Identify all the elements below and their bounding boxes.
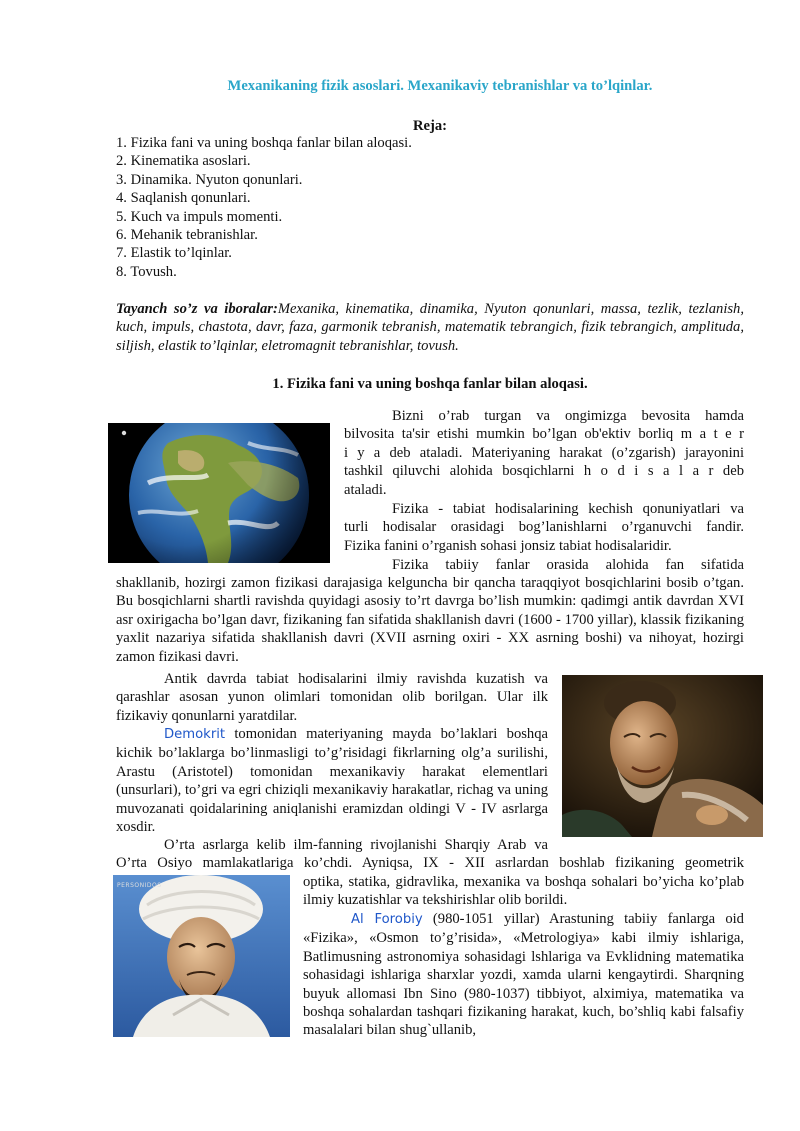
- al-farabi-link[interactable]: Al Forobiy: [351, 912, 423, 927]
- paragraph-demokrit: [116, 725, 548, 836]
- text-line: Fizika fanini o’rganish sohasi jonsiz tabiat hodisalaridir.: [344, 537, 672, 554]
- text-paragraph: Antik davrda tabiat hodisalarini ilmiy ravishda kuzatish va qarashlar asosan yunon olimlari tomonidan olib borilgan. Ular ilk fizikaviy qonunlarni yaratdilar.: [116, 671, 548, 724]
- democritus-image: [562, 675, 763, 837]
- plan-item: 7. Elastik to’lqinlar.: [116, 245, 232, 262]
- paragraph-first-line: Fizika tabiiy fanlar orasida alohida fan sifatida: [392, 557, 744, 573]
- document-title: Mexanikaning fizik asoslari. Mexanikaviy tebranishlar va to’lqinlar.: [227, 78, 653, 94]
- text-line: i y a deb ataladi. Materiyaning harakat (o’zgarish) jarayonini: [344, 444, 744, 461]
- plan-heading: Reja:: [412, 118, 448, 134]
- plan-item: 8. Tovush.: [116, 263, 177, 280]
- paragraph-first-line: O’rta asrlarga kelib ilm-fanning rivojlanishi Sharqiy Arab va: [164, 837, 548, 853]
- paragraph-forobiy: [303, 910, 744, 1040]
- paragraph-materiya: [344, 407, 744, 499]
- text-line: Bizni o’rab turgan va ongimizga bevosita hamda: [392, 408, 744, 424]
- section-title: 1. Fizika fani va uning boshqa fanlar bilan aloqasi.: [272, 376, 588, 392]
- al-farabi-portrait-icon: [113, 875, 290, 1037]
- earth-image: [108, 423, 330, 563]
- paragraph-orta-asr: optika, statika, gidravlika, mexanika va boshqa sohalari bo’yicha ko’plab ilmiy kuzatishlar va tekshirishlar olib borildi.: [303, 874, 744, 909]
- plan-item: 4. Saqlanish qonunlari.: [116, 190, 251, 207]
- democritus-portrait-icon: [562, 675, 763, 837]
- text-paragraph: tomonidan materiyaning mayda bo’laklari boshqa kichik bo’laklarga bo’linmasligi to’g’risidagi fikrlarning olg’a surilishi, Arastu (Aristotel) tomonidan mexanikaviy harakat elementlari (unsurlari), to’gri va egri chiziqli mexanikaviy harakatlar, richag va uning muvozanati qoidalarining aniqlanishi eramizdan oldingi V - IV asrlarga xosdir.: [116, 726, 548, 836]
- paragraph-fizika-definition: [344, 500, 744, 555]
- plan-list: [116, 134, 744, 281]
- plan-item: 6. Mehanik tebranishlar.: [116, 227, 258, 244]
- plan-item: 5. Kuch va impuls momenti.: [116, 208, 283, 225]
- text-line: Fizika - tabiat hodisalarining kechish qonuniyatlari va: [392, 501, 744, 517]
- text-line: tashkil qiluvchi alohida bosqichlarni h o d i s a l a r deb: [344, 463, 744, 480]
- keywords-text: Mexanika, kinematika, dinamika, Nyuton qonunlari, massa, tezlik, tezlanish, kuch, impuls, chastota, davr, faza, garmonik tebranish, matematik tebrangich, fizik tebrangich, amplituda, siljish, elastik to’lqinlar, eletromagnit tebranishlar, tovush.: [116, 301, 745, 354]
- paragraph-line: O’rta Osiyo mamlakatlariga ko’chdi. Ayniqsa, IX - XII asrlardan boshlab fizikaning geometrik: [116, 855, 744, 871]
- plan-item: 2. Kinematika asoslari.: [116, 153, 251, 170]
- earth-globe-icon: [108, 423, 330, 563]
- paragraph-history-periods: shakllanib, hozirgi zamon fizikasi darajasiga kelguncha bir qancha taraqqiyot bosqichlarini bosib o’tgan. Bu bosqichlarni shartli ravishda quyidagi asosiy to’rt davrga bo’lish mumkin: qadimgi antik davrdan XVI asr oxirigacha bo’lgan davr, fizikaning fan sifatida shakllanish davri (1600 - 1700 yillar), klassik fizikaning yaxlit nazariya sifatida shakllanish davri (XVII asrning oxiri - XX asrning boshi) va nihoyat, hozirgi zamon fizikasi davri.: [116, 575, 744, 665]
- text-line: bilvosita ta'sir etishi mumkin bo’lgan ob'ektiv borliq m a t e r: [344, 426, 744, 443]
- paragraph-antik: [116, 670, 548, 725]
- keywords-label: Tayanch so’z va iboralar:: [116, 301, 278, 317]
- democritus-link[interactable]: Demokrit: [164, 727, 226, 742]
- image-watermark: PERSONIDOS: [117, 882, 162, 889]
- keywords-paragraph: [116, 300, 744, 355]
- plan-item: 1. Fizika fani va uning boshqa fanlar bilan aloqasi.: [116, 135, 412, 151]
- farabi-image: [113, 875, 290, 1037]
- text-line: ataladi.: [344, 481, 387, 498]
- text-line: turli hodisalar orasidagi bog’lanishlarni o’rganuvchi fandir.: [344, 519, 744, 536]
- text-paragraph: (980-1051 yillar) Arastuning tabiiy fanlarga oid «Fizika», «Osmon to’g’risida», «Metrologiya» kabi ilmiy ishlariga, Batlimusning astronomiya sohasidagi lshlariga va Evklidning matematika sohasidagi ishlariga sharxlar yozdi, xamda ularni kengaytirdi. Sharqning buyuk allomasi Ibn Sino (980-1037) tibbiyot, alximiya, matematika va boshqa sohalardan tashqari fizikaning harakat, kuch, bo’shliq kabi falsafiy masalalari bilan shug`ullanib,: [303, 911, 744, 1039]
- plan-item: 3. Dinamika. Nyuton qonunlari.: [116, 171, 303, 188]
